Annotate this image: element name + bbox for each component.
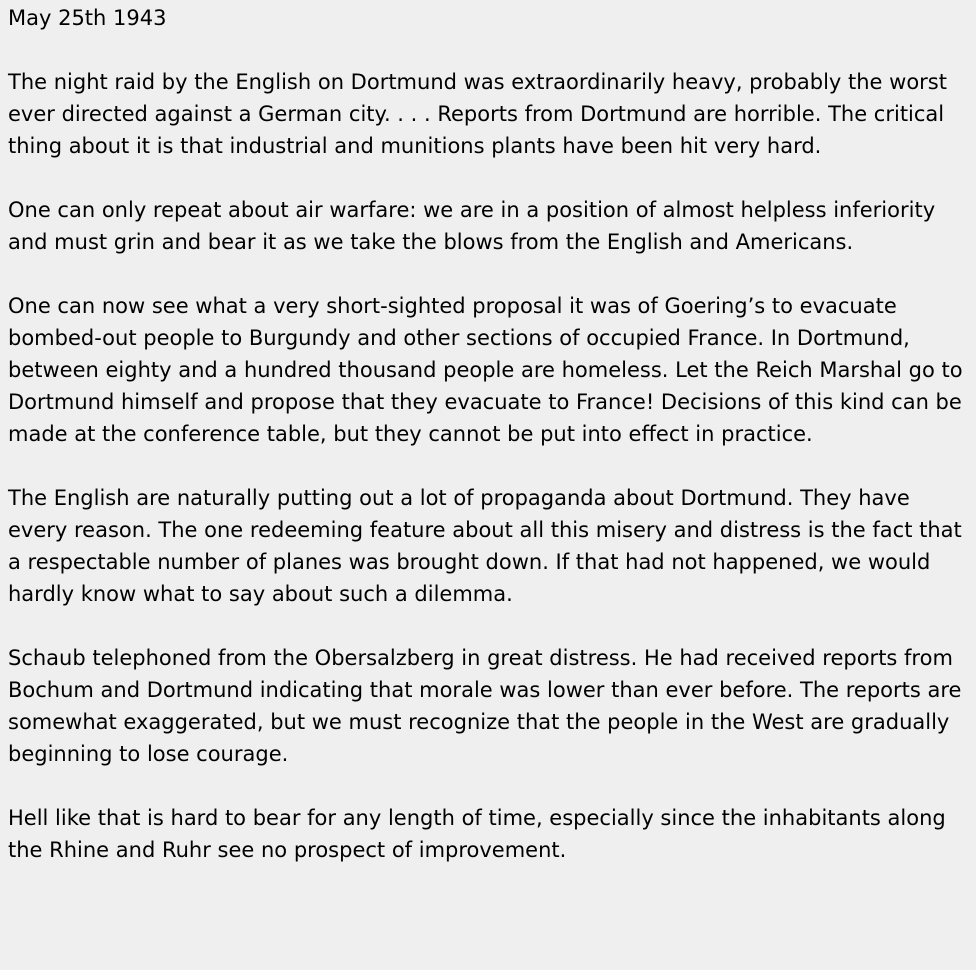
paragraph-3: One can now see what a very short-sighted proposal it was of Goering’s to evacuate bombed-out people to Burgundy and other sections of occupied France. In Dortmund, between eighty and a hundred thousand people are homeless. Let the Reich Marshal go to Dortmund himself and propose that they evacuate to France! Decisions of this kind can be made at the conference table, but they cannot be put into effect in practice. (8, 294, 963, 446)
paragraph-5: Schaub telephoned from the Obersalzberg in great distress. He had received reports from Bochum and Dortmund indicating that morale was lower than ever before. The reports are somewhat exaggerated, but we must recognize that the people in the West are gradually beginning to lose courage. (8, 646, 962, 766)
paragraph-1: The night raid by the English on Dortmund was extraordinarily heavy, probably the worst ever directed against a German city. . . . Reports from Dortmund are horrible. The critical thing about it is that industrial and munitions plants have been hit very hard. (8, 70, 947, 158)
paragraph-6: Hell like that is hard to bear for any length of time, especially since the inhabitants along the Rhine and Ruhr see no prospect of improvement. (8, 806, 946, 862)
paragraph-4: The English are naturally putting out a lot of propaganda about Dortmund. They have every reason. The one redeeming feature about all this misery and distress is the fact that a respectable number of planes was brought down. If that had not happened, we would hardly know what to say about such a dilemma. (8, 486, 962, 606)
entry-date: May 25th 1943 (8, 6, 167, 30)
paragraph-2: One can only repeat about air warfare: we are in a position of almost helpless inferiority and must grin and bear it as we take the blows from the English and Americans. (8, 198, 936, 254)
